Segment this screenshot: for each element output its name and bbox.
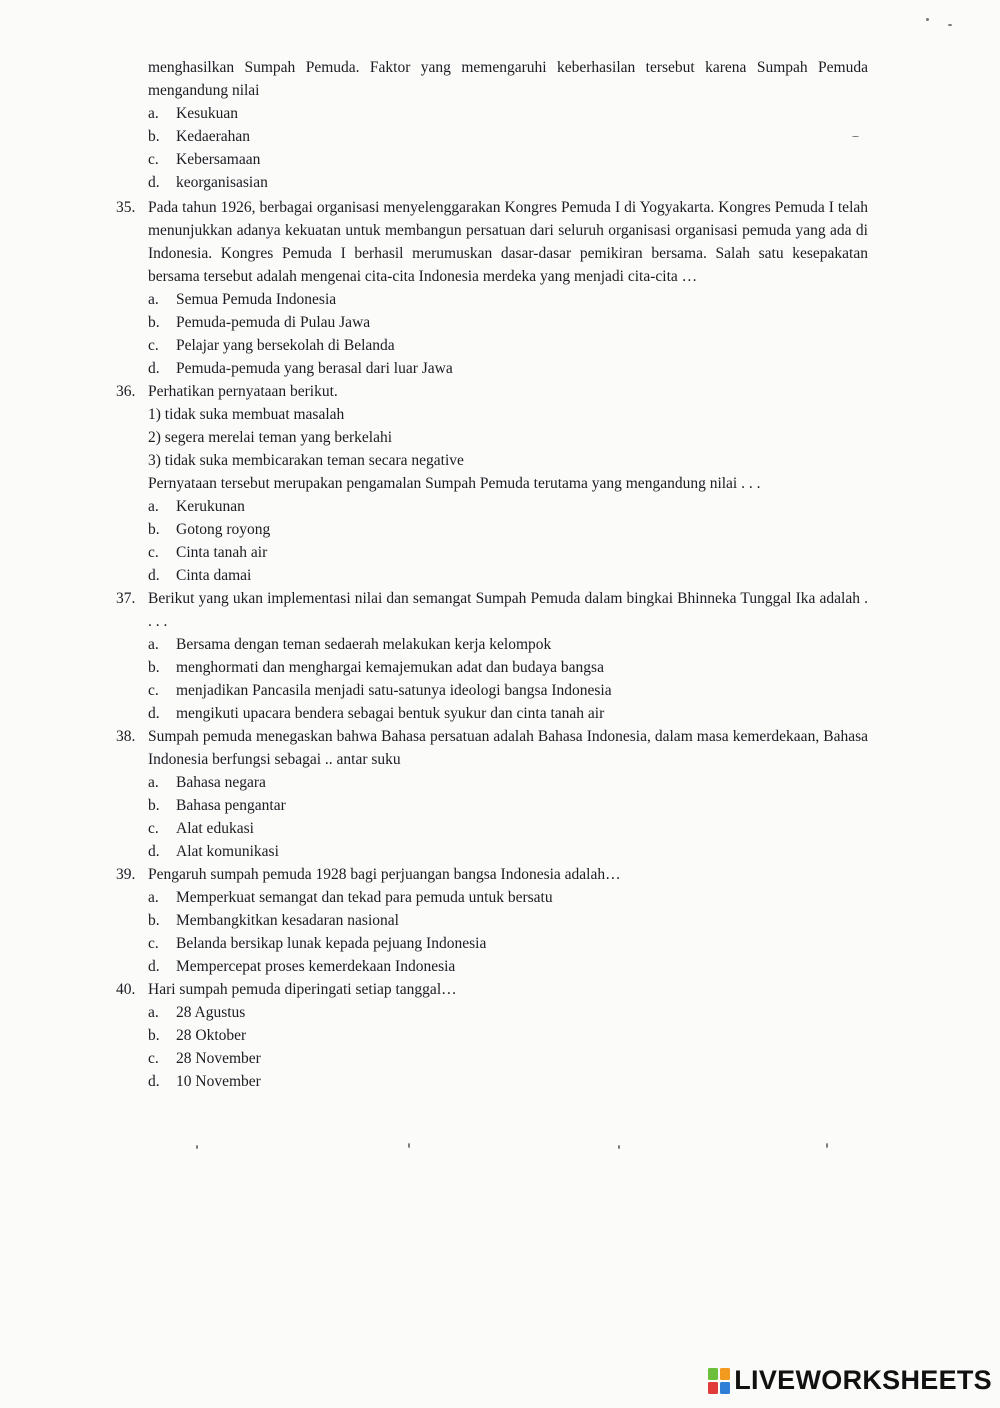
option-letter: a. — [148, 636, 159, 653]
question-list — [116, 196, 868, 1093]
answer-option — [148, 932, 868, 955]
liveworksheets-logo-icon — [708, 1368, 730, 1394]
answer-option — [148, 633, 868, 656]
option-letter: d. — [148, 958, 160, 975]
question — [116, 725, 868, 863]
statement-item: 3) tidak suka membicarakan teman secara negative — [148, 452, 464, 469]
answer-option — [148, 840, 868, 863]
option-text: Bahasa negara — [176, 774, 266, 791]
option-text: Cinta damai — [176, 567, 252, 584]
option-text: Memperkuat semangat dan tekad para pemuda untuk bersatu — [176, 889, 553, 906]
scan-speck — [826, 1143, 828, 1148]
option-text: Kesukuan — [176, 105, 238, 122]
liveworksheets-logo — [708, 1365, 992, 1396]
option-letter: a. — [148, 774, 159, 791]
option-text: Kedaerahan — [176, 128, 251, 145]
scan-speck — [852, 136, 859, 137]
option-text: 28 November — [176, 1050, 261, 1067]
option-text: Kebersamaan — [176, 151, 261, 168]
option-text: Semua Pemuda Indonesia — [176, 291, 337, 308]
question-text: Pengaruh sumpah pemuda 1928 bagi perjuangan bangsa Indonesia adalah… — [148, 866, 621, 883]
option-letter: c. — [148, 682, 159, 699]
option-letter: a. — [148, 291, 159, 308]
option-letter: d. — [148, 174, 160, 191]
option-letter: c. — [148, 1050, 159, 1067]
question — [116, 196, 868, 380]
option-letter: c. — [148, 337, 159, 354]
answer-options — [148, 102, 868, 194]
option-text: Membangkitkan kesadaran nasional — [176, 912, 399, 929]
option-text: Alat komunikasi — [176, 843, 279, 860]
option-letter: d. — [148, 567, 160, 584]
option-letter: b. — [148, 521, 160, 538]
option-text: 28 Agustus — [176, 1004, 246, 1021]
answer-option — [148, 1047, 868, 1070]
answer-option — [148, 955, 868, 978]
option-letter: c. — [148, 544, 159, 561]
answer-option — [148, 102, 868, 125]
answer-option — [148, 357, 868, 380]
statement-item: 1) tidak suka membuat masalah — [148, 406, 345, 423]
option-letter: b. — [148, 1027, 160, 1044]
option-letter: b. — [148, 797, 160, 814]
answer-option — [148, 771, 868, 794]
scan-speck — [926, 18, 929, 21]
option-text: Pelajar yang bersekolah di Belanda — [176, 337, 395, 354]
option-text: Bahasa pengantar — [176, 797, 286, 814]
answer-option — [148, 148, 868, 171]
question-34-continuation — [148, 56, 868, 194]
option-text: menghormati dan menghargai kemajemukan adat dan budaya bangsa — [176, 659, 604, 676]
option-letter: b. — [148, 128, 160, 145]
question-number: 35. — [116, 199, 136, 216]
answer-option — [148, 125, 868, 148]
answer-option — [148, 171, 868, 194]
option-text: Bersama dengan teman sedaerah melakukan kerja kelompok — [176, 636, 552, 653]
question-text: Berikut yang ukan implementasi nilai dan semangat Sumpah Pemuda dalam bingkai Bhinneka Tunggal Ika adalah . . . . — [148, 590, 868, 630]
option-letter: b. — [148, 314, 160, 331]
option-letter: a. — [148, 1004, 159, 1021]
answer-option — [148, 495, 868, 518]
option-text: Cinta tanah air — [176, 544, 268, 561]
option-text: Kerukunan — [176, 498, 245, 515]
answer-option — [148, 817, 868, 840]
answer-option — [148, 1024, 868, 1047]
option-letter: d. — [148, 1073, 160, 1090]
answer-option — [148, 334, 868, 357]
answer-option — [148, 288, 868, 311]
question-text: Perhatikan pernyataan berikut. — [148, 383, 338, 400]
option-letter: a. — [148, 498, 159, 515]
question-number: 38. — [116, 728, 136, 745]
answer-option — [148, 656, 868, 679]
option-letter: d. — [148, 360, 160, 377]
question — [116, 380, 868, 587]
option-text: Belanda bersikap lunak kepada pejuang Indonesia — [176, 935, 487, 952]
option-letter: c. — [148, 151, 159, 168]
scan-speck — [408, 1143, 410, 1148]
answer-option — [148, 1001, 868, 1024]
brand-name: LIVEWORKSHEETS — [734, 1365, 992, 1395]
question-text: menghasilkan Sumpah Pemuda. Faktor yang memengaruhi keberhasilan tersebut karena Sumpah Pemuda mengandung nilai — [148, 59, 868, 99]
question-number: 39. — [116, 866, 136, 883]
answer-option — [148, 702, 868, 725]
option-text: mengikuti upacara bendera sebagai bentuk syukur dan cinta tanah air — [176, 705, 605, 722]
answer-option — [148, 679, 868, 702]
scan-speck — [618, 1145, 620, 1149]
option-letter: a. — [148, 889, 159, 906]
option-text: 28 Oktober — [176, 1027, 247, 1044]
option-letter: a. — [148, 105, 159, 122]
question — [116, 978, 868, 1093]
option-text: Pemuda-pemuda yang berasal dari luar Jawa — [176, 360, 453, 377]
option-text: Gotong royong — [176, 521, 271, 538]
option-letter: b. — [148, 659, 160, 676]
option-letter: d. — [148, 843, 160, 860]
question-text: Hari sumpah pemuda diperingati setiap tanggal… — [148, 981, 457, 998]
scan-speck — [196, 1145, 198, 1149]
question-number: 40. — [116, 981, 136, 998]
answer-option — [148, 886, 868, 909]
option-letter: b. — [148, 912, 160, 929]
option-text: Pemuda-pemuda di Pulau Jawa — [176, 314, 371, 331]
answer-option — [148, 794, 868, 817]
question-text: Sumpah pemuda menegaskan bahwa Bahasa persatuan adalah Bahasa Indonesia, dalam masa kemerdekaan, Bahasa Indonesia berfungsi sebagai .. antar suku — [148, 728, 868, 768]
option-text: keorganisasian — [176, 174, 268, 191]
answer-option — [148, 1070, 868, 1093]
question-number: 36. — [116, 383, 136, 400]
scan-speck — [948, 24, 952, 26]
question-text: Pada tahun 1926, berbagai organisasi menyelenggarakan Kongres Pemuda I di Yogyakarta. Kongres Pemuda I telah menunjukkan adanya kekuatan untuk membangun persatuan dari seluruh organisasi organisasi pemuda yang ada di Indonesia. Kongres Pemuda I berhasil merumuskan dasar-dasar pemikiran bersama. Salah satu kesepakatan bersama tersebut adalah mengenai cita-cita Indonesia merdeka yang menjadi cita-cita … — [148, 199, 868, 285]
question-prompt: Pernyataan tersebut merupakan pengamalan Sumpah Pemuda terutama yang mengandung nilai . . . — [148, 475, 761, 492]
option-letter: c. — [148, 935, 159, 952]
answer-option — [148, 909, 868, 932]
answer-option — [148, 564, 868, 587]
option-letter: c. — [148, 820, 159, 837]
option-letter: d. — [148, 705, 160, 722]
question-number: 37. — [116, 590, 136, 607]
option-text: menjadikan Pancasila menjadi satu-satunya ideologi bangsa Indonesia — [176, 682, 612, 699]
option-text: Mempercepat proses kemerdekaan Indonesia — [176, 958, 456, 975]
answer-option — [148, 541, 868, 564]
question — [116, 587, 868, 725]
option-text: Alat edukasi — [176, 820, 254, 837]
answer-option — [148, 518, 868, 541]
statement-item: 2) segera merelai teman yang berkelahi — [148, 429, 393, 446]
answer-option — [148, 311, 868, 334]
question — [116, 863, 868, 978]
option-text: 10 November — [176, 1073, 261, 1090]
